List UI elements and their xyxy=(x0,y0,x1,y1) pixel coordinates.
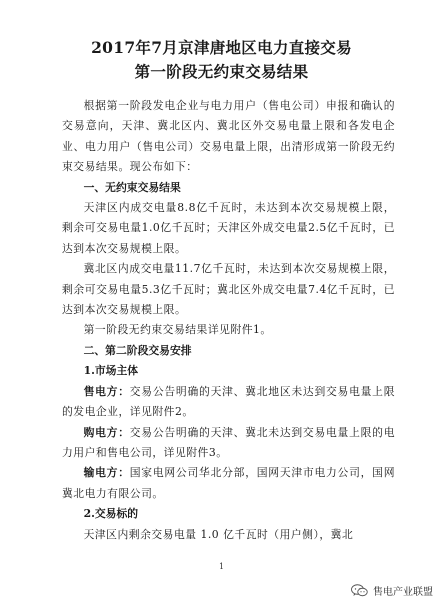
watermark xyxy=(351,583,433,598)
document-title-line1: 2017年7月京津唐地区电力直接交易 xyxy=(91,38,352,57)
subsection1-heading: 1.市场主体 xyxy=(83,364,139,378)
section1-paragraph-attachment: 第一阶段无约束交易结果详见附件1。 xyxy=(83,323,272,337)
intro-paragraph: 根据第一阶段发电企业与电力用户（售电公司）申报和确认的交易意向，天津、冀北区内、冀北区外交易电量上限和各发电企业、电力用户（售电公司）交易电量上限，出清形成第一阶段无约束交易结果。现公布如下： xyxy=(62,99,395,174)
seller-paragraph xyxy=(62,382,395,423)
subsection2-heading: 2.交易标的 xyxy=(83,507,139,521)
section2-heading: 二、第二阶段交易安排 xyxy=(83,343,192,357)
buyer-paragraph xyxy=(62,423,395,464)
seller-text: 交易公告明确的天津、冀北地区未达到交易电量上限的发电企业，详见附件2。 xyxy=(62,384,395,419)
subsection2-paragraph: 天津区内剩余交易电量 1.0 亿千瓦时（用户侧），冀北 xyxy=(83,527,354,541)
document-title-line2: 第一阶段无约束交易结果 xyxy=(134,62,309,81)
watermark-text: 售电产业联盟 xyxy=(373,587,433,598)
transmitter-text: 国家电网公司华北分部，国网天津市电力公司，国网冀北电力有限公司。 xyxy=(62,466,395,500)
wechat-icon xyxy=(351,584,368,597)
transmitter-label: 输电方： xyxy=(83,466,130,480)
transmitter-paragraph xyxy=(62,463,395,504)
section1-paragraph-jibei: 冀北区内成交电量11.7亿千瓦时，未达到本次交易规模上限，剩余可交易电量5.3亿千瓦时；冀北区外成交电量7.4亿千瓦时，已达到本次交易规模上限。 xyxy=(62,262,395,317)
document-body xyxy=(62,96,395,545)
section1-paragraph-tianjin: 天津区内成交电量8.8亿千瓦时，未达到本次交易规模上限，剩余可交易电量1.0亿千瓦时；天津区外成交电量2.5亿千瓦时，已达到本次交易规模上限。 xyxy=(62,201,395,255)
page-number: 1 xyxy=(218,562,225,571)
seller-label: 售电方： xyxy=(83,384,130,398)
buyer-label: 购电方： xyxy=(83,425,130,439)
buyer-text: 交易公告明确的天津、冀北未达到交易电量上限的电力用户和售电公司，详见附件3。 xyxy=(62,425,395,459)
section1-heading: 一、无约束交易结果 xyxy=(83,180,181,194)
title-block xyxy=(0,36,443,84)
